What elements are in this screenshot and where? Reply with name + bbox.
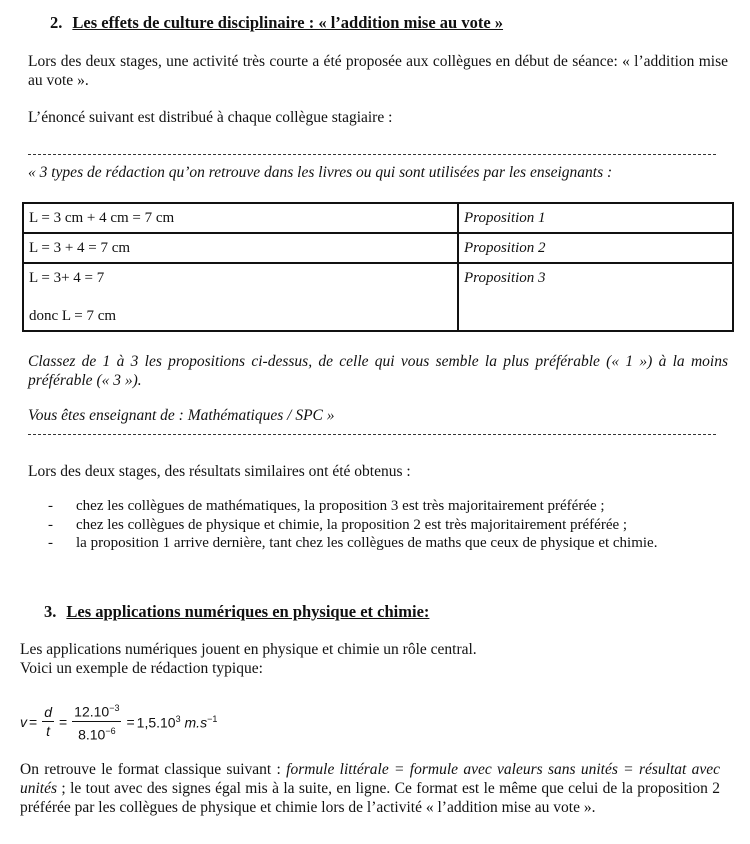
section-3-line-2: Voici un exemple de rédaction typique: xyxy=(20,660,263,677)
list-item: - la proposition 1 arrive dernière, tant chez les collègues de maths que ceux de physique et chimie. xyxy=(48,535,658,551)
proposition-3-formula xyxy=(23,263,458,331)
teacher-question: Vous êtes enseignant de : Mathématiques / SPC » xyxy=(28,407,335,424)
section-2-intro: Lors des deux stages, une activité très courte a été proposée aux collègues en début de séance: « l’addition mise au vote ». xyxy=(28,53,728,89)
worksheet-heading: « 3 types de rédaction qu’on retrouve dans les livres ou qui sont utilisées par les enseignants : xyxy=(28,164,613,181)
dashed-separator-top xyxy=(28,154,716,155)
list-item: - chez les collègues de physique et chimie, la proposition 2 est très majoritairement préférée ; xyxy=(48,516,628,533)
section-2-heading xyxy=(50,13,503,33)
section-3-conclusion: On retrouve le format classique suivant : formule littérale = formule avec valeurs sans unités = résultat avec unités ; le tout avec des signes égal mis à la suite, en ligne. Ce format est le même que celui de la proposition 2 préférée par les collègues de physique et chimie lors de l’activité « l’addition mise au vote ». xyxy=(20,761,720,816)
bullet-dash: - xyxy=(48,516,53,533)
fraction-values: $\frac{12.10^{-3}}{8.10^{-6}}$ xyxy=(72,700,121,743)
section-2-number: 2. xyxy=(50,13,63,32)
bullet-dash: - xyxy=(48,498,53,514)
fraction-d-over-t: $\frac{d}{t}$ xyxy=(44,704,52,739)
section-3-heading xyxy=(44,602,429,622)
list-item: - chez les collègues de mathématiques, la proposition 3 est très majoritairement préférée ; xyxy=(48,498,605,514)
formula-result: 1,5.10$^3$ $m.s^{-1}$ xyxy=(136,713,218,731)
section-3-number: 3. xyxy=(44,602,57,621)
table-row xyxy=(23,203,733,233)
results-intro: Lors des deux stages, des résultats similaires ont été obtenus : xyxy=(28,463,411,480)
proposition-2-label: Proposition 2 xyxy=(458,233,733,263)
proposition-1-formula: L = 3 cm + 4 cm = 7 cm xyxy=(23,203,458,233)
section-3-title: Les applications numériques en physique et chimie: xyxy=(66,602,430,621)
proposition-3-line-1: L = 3+ 4 = 7 xyxy=(29,270,105,286)
statement-intro: L’énoncé suivant est distribué à chaque collègue stagiaire : xyxy=(28,109,393,126)
worksheet-instruction: Classez de 1 à 3 les propositions ci-dessus, de celle qui vous semble la plus préférable (« 1 ») à la moins préférable (« 3 »). xyxy=(28,353,728,389)
section-2-title: Les effets de culture disciplinaire : « l’addition mise au vote » xyxy=(72,13,504,32)
table-row xyxy=(23,263,733,331)
propositions-table xyxy=(22,202,734,332)
table-row xyxy=(23,233,733,263)
velocity-formula: v = $\frac{d}{t}$ = $\frac{12.10^{-3}}{8.10^{-6}}$ = 1,5.10$^3$ $m.s^{-1}$ xyxy=(20,700,217,744)
formula-lhs: v xyxy=(20,714,27,730)
proposition-2-formula: L = 3 + 4 = 7 cm xyxy=(23,233,458,263)
results-list xyxy=(48,497,657,553)
proposition-3-line-2: donc L = 7 cm xyxy=(29,308,117,324)
proposition-3-label: Proposition 3 xyxy=(458,263,733,331)
section-3-line-1: Les applications numériques jouent en physique et chimie un rôle central. xyxy=(20,641,477,658)
bullet-dash: - xyxy=(48,535,53,551)
proposition-1-label: Proposition 1 xyxy=(458,203,733,233)
dashed-separator-bottom xyxy=(28,434,716,435)
